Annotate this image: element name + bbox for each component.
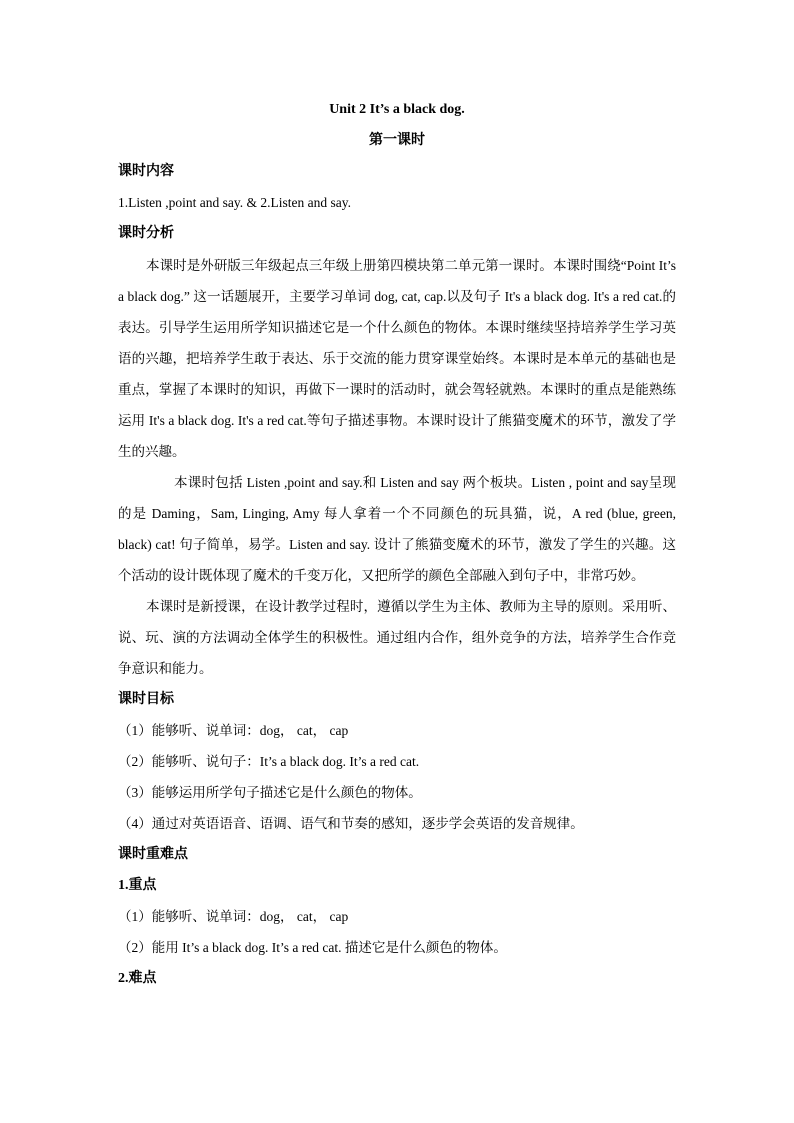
section-heading-analysis: 课时分析 [118, 226, 174, 241]
goal-item-4: （4）通过对英语语音、语调、语气和节奏的感知，逐步学会英语的发音规律。 [118, 816, 584, 831]
content-text: 1.Listen ,point and say. & 2.Listen and say. [118, 195, 351, 210]
document-title: Unit 2 It’s a black dog. [329, 102, 465, 117]
key-item-1: （1）能够听、说单词：dog， cat， cap [118, 909, 349, 924]
goal-item-3: （3）能够运用所学句子描述它是什么颜色的物体。 [118, 785, 422, 800]
goal-item-1: （1）能够听、说单词：dog， cat， cap [118, 723, 349, 738]
section-heading-goals: 课时目标 [118, 692, 174, 707]
section-heading-key-points: 课时重难点 [118, 847, 188, 862]
subheading-key: 1.重点 [118, 878, 157, 893]
lesson-subtitle: 第一课时 [369, 133, 425, 148]
subheading-difficult: 2.难点 [118, 971, 157, 986]
key-item-2: （2）能用 It’s a black dog. It’s a red cat. 描述它是什么颜色的物体。 [118, 940, 507, 955]
analysis-paragraph-3: 本课时是新授课，在设计教学过程时，遵循以学生为主体、教师为主导的原则。采用听、说、玩、演的方法调动全体学生的积极性。通过组内合作，组外竞争的方法，培养学生合作竞争意识和能力。 [118, 599, 676, 676]
analysis-paragraph-1: 本课时是外研版三年级起点三年级上册第四模块第二单元第一课时。本课时围绕“Point It’s a black dog.” 这一话题展开，主要学习单词 dog, cat, cap.以及句子 It's a black dog. It's a red cat.的表达。引导学生运用所学知识描述它是一个什么颜色的物体。本课时继续坚持培养学生学习英语的兴趣，把培养学生敢于表达、乐于交流的能力贯穿课堂始终。本课时是本单元的基础也是重点，掌握了本课时的知识，再做下一课时的活动时，就会驾轻就熟。本课时的重点是能熟练运用 It's a black dog. It's a red cat.等句子描述事物。本课时设计了熊猫变魔术的环节，激发了学生的兴趣。 [118, 258, 676, 459]
analysis-paragraph-2: 本课时包括 Listen ,point and say.和 Listen and say 两个板块。Listen , point and say呈现的是 Daming，Sam, Linging, Amy 每人拿着一个不同颜色的玩具猫，说，A red (blue, green, black) cat! 句子简单，易学。Listen and say. 设计了熊猫变魔术的环节，激发了学生的兴趣。这个活动的设计既体现了魔术的千变万化，又把所学的颜色全部融入到句子中，非常巧妙。 [118, 475, 676, 583]
goal-item-2: （2）能够听、说句子：It’s a black dog. It’s a red cat. [118, 754, 420, 769]
document-page [118, 100, 676, 1000]
analysis-block [118, 250, 676, 684]
section-heading-content: 课时内容 [118, 164, 174, 179]
